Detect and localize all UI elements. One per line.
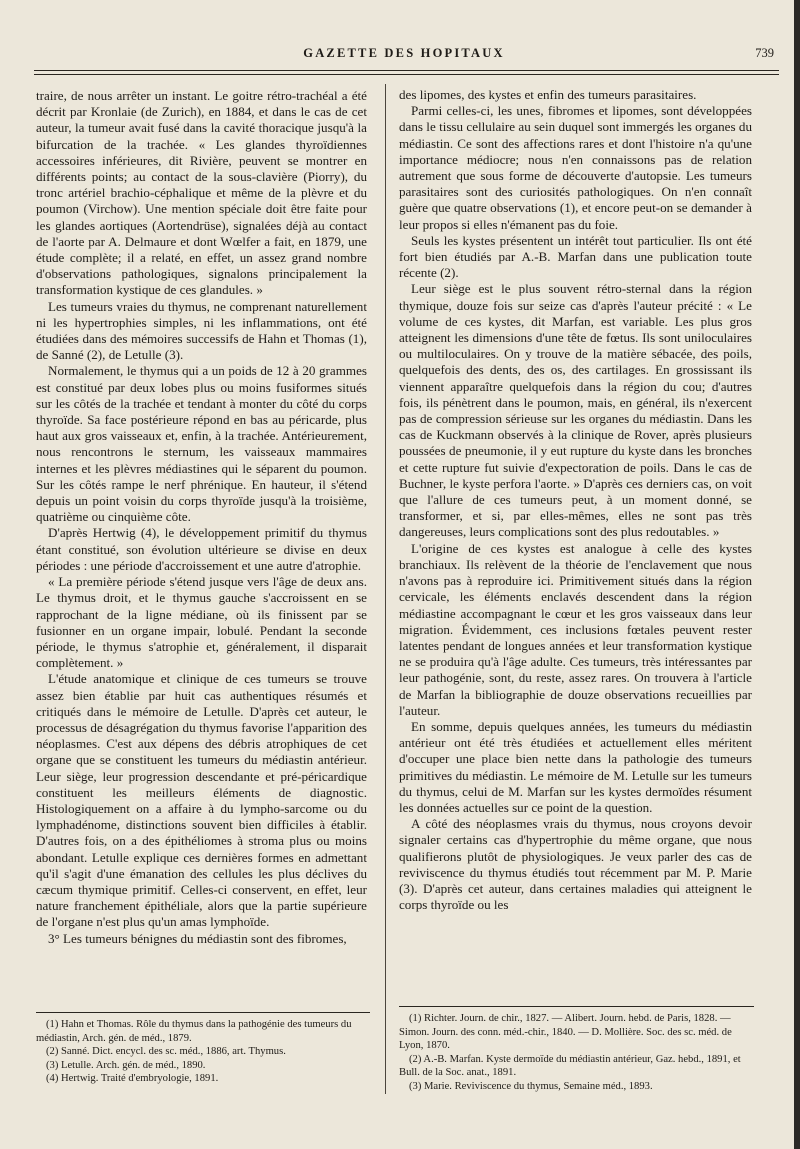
footnote: (2) Sanné. Dict. encycl. des sc. méd., 1886, art. Thymus. <box>46 1046 286 1058</box>
column-divider <box>385 84 386 1094</box>
paragraph: A côté des néoplasmes vrais du thymus, nous croyons devoir signaler certains cas d'hypertrophie du même organe, que nous qualifierons plutôt de physiologiques. Je veux parler des cas de reviviscence du thymus étudiés tout récemment par M. P. Marie (3). D'après cet auteur, dans certaines maladies qui atteignent le corps thyroïde ou les <box>399 816 752 913</box>
paragraph: Les tumeurs vraies du thymus, ne comprenant naturellement ni les hypertrophies simples, ni les inflammations, ont été étudiées dans des mémoires successifs de Hahn et Thomas (1), de Sanné (2), de Letulle (3). <box>36 298 367 363</box>
paragraph: En somme, depuis quelques années, les tumeurs du médiastin antérieur ont été très étudiées et actuellement elles méritent d'occuper une place bien nette dans la pathologie des tumeurs primitives du médiastin. Le mémoire de M. Letulle sur les tumeurs du thymus, celui de M. Marfan sur les kystes dermoïdes résument les données actuelles sur ce point de la question. <box>399 718 752 815</box>
header-rule-thick <box>34 70 779 71</box>
paragraph: D'après Hertwig (4), le développement primitif du thymus étant constitué, son évolution ultérieure se divise en deux périodes : une période d'accroissement et une autre d'atrophie. <box>36 525 367 573</box>
paragraph: Leur siège est le plus souvent rétro-sternal dans la région thymique, douze fois sur seize cas d'après l'auteur précité : « Le volume de ces kystes, dit Marfan, est variable. Les plus gros atteignent les dimensions d'une tête de fœtus. Ils sont uniloculaires ou multiloculaires. On y trouve de la matière sébacée, des poils, quelquefois des dents, des os, des cartilages. En grossissant ils viennent apparaître quelquefois dans la région du cou; d'autres fois, ils pénètrent dans le poumon, mais, en général, ils n'exercent pas de compression sérieuse sur les organes du médiastin. Dans les cas de Kuckmann observés à la clinique de Rover, après plusieurs poussées de pneumonie, il y eut rupture du kyste dans les bronches et cette rupture fut suivie d'expectoration de poils. Dans le cas de Buchner, le kyste perfora l'aorte. » D'après ces derniers cas, on voit que l'allure de ces tumeurs peut, à un moment donné, se transformer, et si, par elles-mêmes, elles ne sont pas très dangereuses, leurs complications sont des plus redoutables. » <box>399 281 752 540</box>
scan-edge <box>794 0 800 1149</box>
paragraph: L'étude anatomique et clinique de ces tumeurs se trouve assez bien établie par huit cas authentiques résumés et critiqués dans le mémoire de Letulle. D'après cet auteur, le processus de désagrégation du thymus favorise l'apparition des néoplasmes. C'est aux dépens des débris atrophiques de cet organe que se constituent les tumeurs du médiastin antérieur. Leur siège, leur progression descendante et pré-péricardique constituent les meilleurs éléments de diagnostic. Histologiquement on a affaire à du lympho-sarcome ou du lymphadénome, distinctions souvent bien difficiles à établir. D'autres fois, on a des épithéliomes à stroma plus ou moins abondant. Letulle explique ces dernières formes en admettant qu'il s'agit d'une émanation des cellules les plus déclives du cæcum thymique primitif. Celles-ci conservent, en effet, leur nature franchement épithéliale, alors que la partie supérieure de l'organe n'est plus qu'un amas lymphoïde. <box>36 671 367 930</box>
left-footnotes <box>36 1018 370 1086</box>
paragraph: « La première période s'étend jusque vers l'âge de deux ans. Le thymus droit, et le thymus gauche s'accroissent en se rapprochant de la ligne médiane, où ils finissent par se fusionner en un organe impair, lobulé. Pendant la seconde période, le thymus s'atrophie et, généralement, il disparait complètement. » <box>36 574 367 671</box>
left-column <box>36 88 367 947</box>
paragraph: traire, de nous arrêter un instant. Le goitre rétro-trachéal a été décrit par Kronlaie (de Zurich), en 1884, et dans le cas de cet auteur, la tumeur avait fusé dans la cavité thoracique jusqu'à la bifurcation de la trachée. « Les glandes thyroïdiennes accessoires inférieures, dit Rivière, peuvent se montrer en différents points; au contact de la sous-clavière (Piorry), du tronc artériel brachio-céphalique et même de la plèvre et du poumon (Virchow). Une mention spéciale doit être faite pour les glandes aortiques (Aortendrüse), signalées déjà au contact de l'aorte par A. Delmaure et dont Wœlfer a fait, en 1879, une étude complète; il a relaté, en effet, un assez grand nombre d'observations pathologiques, signalons principalement la transformation kystique de ces glandules. » <box>36 88 367 298</box>
paragraph: Seuls les kystes présentent un intérêt tout particulier. Ils ont été fort bien étudiés par A.-B. Marfan dans une publication toute récente (2). <box>399 232 752 281</box>
paragraph: Parmi celles-ci, les unes, fibromes et lipomes, sont développées dans le tissu cellulaire au sein duquel sont immergés les organes du médiastin. Ce sont des affections rares et dont l'histoire n'a qu'une importance médiocre; nous n'en connaissons pas de relation autrement que sous forme de découverte d'autopsie. Les tumeurs parasitaires sont des curiosités pathologiques. On n'en connaît guère que quatre observations (1), et encore peut-on se demander à leur propos si elles n'émanent pas du foie. <box>399 103 752 232</box>
footnote: (3) Letulle. Arch. gén. de méd., 1890. <box>46 1059 206 1071</box>
footnote: (4) Hertwig. Traité d'embryologie, 1891. <box>46 1073 219 1085</box>
right-footnotes <box>399 1012 754 1094</box>
page-number: 739 <box>755 46 774 60</box>
footnote-rule <box>36 1012 370 1013</box>
right-column <box>399 87 752 913</box>
header-rule-thin <box>34 74 779 75</box>
footnote: (1) Richter. Journ. de chir., 1827. — Alibert. Journ. hebd. de Paris, 1828. — Simon. Journ. des conn. méd.-chir., 1840. — D. Mollière. Soc. des sc. méd. de Lyon, 1870. <box>399 1013 732 1052</box>
footnote: (1) Hahn et Thomas. Rôle du thymus dans la pathogénie des tumeurs du médiastin, Arch. gén. de méd., 1879. <box>36 1019 352 1044</box>
paragraph: des lipomes, des kystes et enfin des tumeurs parasitaires. <box>399 87 697 102</box>
running-header <box>34 44 774 64</box>
paragraph: L'origine de ces kystes est analogue à celle des kystes branchiaux. Ils relèvent de la théorie de l'enclavement que nous n'avons pas à reproduire ici. Primitivement situés dans la région cervicale, les éléments enclavés descendent dans la région médiastine accompagnant le cœur et les gros vaisseaux dans leur migration. Évidemment, ces inclusions fœtales peuvent rester latentes pendant de longues années et leur transformation kystique ne se produira qu'à l'âge adulte. Ces tumeurs, très intéressantes par leur pathogénie, sont, du reste, assez rares. On trouvera à l'article de Marfan la bibliographie de douze observations recueillies par l'auteur. <box>399 540 752 718</box>
paragraph: Normalement, le thymus qui a un poids de 12 à 20 grammes est constitué par deux lobes plus ou moins fusiformes situés sur les côtés de la trachée et tendant à monter du côté du corps thyroïde. Sa face postérieure répond en bas au péricarde, plus haut aux gros vaisseaux et, enfin, à la trachée. Antérieurement, nous rencontrons le sternum, les vaisseaux mammaires internes et les plèvres médiastines qui le séparent du poumon. Sur les côtés rampe le nerf phrénique. En hauteur, il s'étend depuis un point voisin du corps thyroïde jusqu'à la troisième, quatrième ou cinquième côte. <box>36 363 367 525</box>
footnote: (2) A.-B. Marfan. Kyste dermoïde du médiastin antérieur, Gaz. hebd., 1891, et Bull. de la Soc. anat., 1891. <box>399 1053 741 1079</box>
footnote: (3) Marie. Reviviscence du thymus, Semaine méd., 1893. <box>409 1080 653 1092</box>
journal-title: GAZETTE DES HOPITAUX <box>303 46 505 60</box>
paragraph: 3° Les tumeurs bénignes du médiastin sont des fibromes, <box>48 930 347 946</box>
footnote-rule <box>399 1006 754 1007</box>
